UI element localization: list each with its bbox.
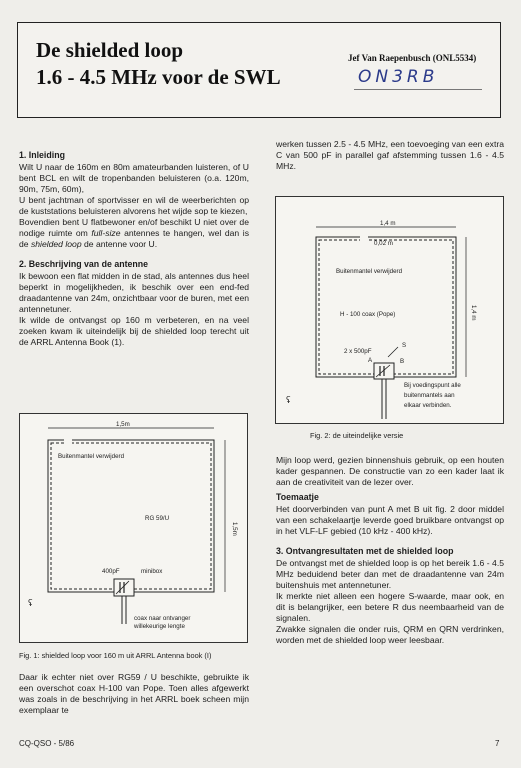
s1-p3-part-b: antennes te hangen, wel dan is de [19,228,249,249]
label-minibox: minibox [141,568,163,575]
dim-top-label: 1,5m [116,421,130,428]
dim-side-label: 1,5m [231,522,238,536]
loop-outer-shield [48,440,214,592]
label-coax-1: coax naar ontvanger [134,615,191,622]
label-coax-2: willekeurige lengte [134,623,185,630]
artist-mark-icon: ʢ [286,396,291,406]
label-a: A [368,357,373,364]
right-column-top-text [276,139,504,172]
figure-2-diagram [276,197,505,425]
toemaatje-heading: Toemaatje [276,492,319,502]
label-buitenmantel: Buitenmantel verwijderd [58,453,125,460]
s1-paragraph-2: U bent jachtman of sportvisser en wil de weerberichten op de kuststations beluisteren alvorens het wijde sop te kiezen, [19,195,249,216]
s1-paragraph-1: Wilt U naar de 160m en 80m amateurbanden luisteren, of U bent BCL en wilt de tropenbanden beluisteren (o.a. 120m, 90m, 75m, 60m), [19,162,249,194]
label-s: S [402,342,407,349]
shield-gap [360,235,368,242]
s3-paragraph-1: De ontvangst met de shielded loop is op het bereik 1.6 - 4.5 MHz beduidend beter dan met de draadantenne van 24m buitenshuis met antennetuner. [276,558,504,590]
s2-paragraph-2: Ik wilde de ontvangst op 160 m verbeteren, en na veel zoeken kwam ik uiteindelijk bij de shielded loop terecht uit de ARRL Antenna Book (1). [19,315,249,347]
s1-p3-part-a: Bovendien bent U flatbewoner en/of beschikt U niet over de nodige ruimte om [19,217,249,238]
loop-inner-conductor [319,240,453,374]
dim-top-label: 1,4 m [380,220,396,227]
title-line-2: 1.6 - 4.5 MHz voor de SWL [36,65,281,89]
footer-issue: CQ-QSO - 5/86 [19,739,75,748]
title-line-1: De shielded loop [36,38,184,62]
section-2-heading: 2. Beschrijving van de antenne [19,259,149,269]
s3-paragraph-3: Zwakke signalen die onder ruis, QRM en QRN verdrinken, worden met de shielded loop weer leesbaar. [276,624,504,645]
author-name: Jef Van Raepenbusch (ONL5534) [348,53,477,63]
switch-s [388,347,398,357]
label-2x500pf: 2 x 500pF [344,348,372,355]
figure-2-caption: Fig. 2: de uiteindelijke versie [310,431,404,440]
figure-1-diagram [20,414,249,644]
toemaatje-paragraph: Het doorverbinden van punt A met B uit fig. 2 door middel van een schakelaartje leverde goed bruikbare ontvangst op in het VLF-LF gebied (10 kHz - 400 kHz). [276,504,504,536]
article-title [36,37,281,91]
label-h100-coax: H - 100 coax (Pope) [340,311,396,318]
s3-paragraph-2: Ik merkte niet alleen een hogere S-waarde, maar ook, en dit is belangrijker, een betere R dus neembaarheid van de signalen. [276,591,504,623]
left-column-text [19,150,249,348]
label-rg59: RG 59/U [145,515,170,522]
callsign-underline [354,89,482,90]
footer-page-number: 7 [495,739,500,748]
loop-outer-shield [316,237,456,377]
label-b: B [400,358,405,365]
right-column-bottom-text [276,455,504,646]
s2-paragraph-1: Ik bewoon een flat midden in de stad, als antennes dus heel beperkt in mogelijkheden, ik beschik over een end-fed draadantenne van 24m, onzichtbaar voor de buren, met een antennetuner. [19,271,249,314]
right-top-paragraph: werken tussen 2.5 - 4.5 MHz, een toevoeging van een extra C van 500 pF in parallel gaf afstemming tussen 1.6 - 4.5 MHz. [276,139,504,171]
loop-inner-conductor [51,443,211,589]
s1-p3-part-c: de antenne voor U. [81,239,158,249]
s1-p3-emphasis-fullsize: full-size [91,228,121,238]
note-line-3: elkaar verbinden. [404,402,452,409]
figure-1-caption: Fig. 1: shielded loop voor 160 m uit ARRL Antenna book (I) [19,651,212,660]
note-line-2: buitenmantels aan [404,392,455,399]
shield-gap [64,438,72,445]
figure-2 [275,196,504,424]
artist-mark-icon: ʢ [28,599,33,609]
note-line-1: Bij voedingspunt alle [404,382,461,389]
s1-paragraph-3 [19,217,249,250]
label-400pf: 400pF [102,568,120,575]
dim-side-label: 1,4 m [470,305,477,321]
section-3-heading: 3. Ontvangresultaten met de shielded loop [276,546,454,556]
left-column-bottom-text [19,672,249,716]
after-figure-1-paragraph: Daar ik echter niet over RG59 / U beschikte, gebruikte ik een overschot coax H-100 van Pope. Toen alles afgewerkt was zoals in de beschrijving in het ARRL boek scheen mijn exemplaar te [19,672,249,715]
figure-1 [19,413,248,643]
right-mid-paragraph: Mijn loop werd, gezien binnenshuis gebruik, op een houten kader gespannen. De constructie van zo een kader laat ik aan de creativiteit van de lezer over. [276,455,504,487]
s1-p3-emphasis-shielded: shielded loop [30,239,82,249]
label-buitenmantel: Buitenmantel verwijderd [336,268,403,275]
handwritten-callsign: ON3RB [358,67,439,87]
section-1-heading: 1. Inleiding [19,150,65,160]
title-box [17,22,501,118]
dim-gap-label: 0,02 m [374,240,393,247]
